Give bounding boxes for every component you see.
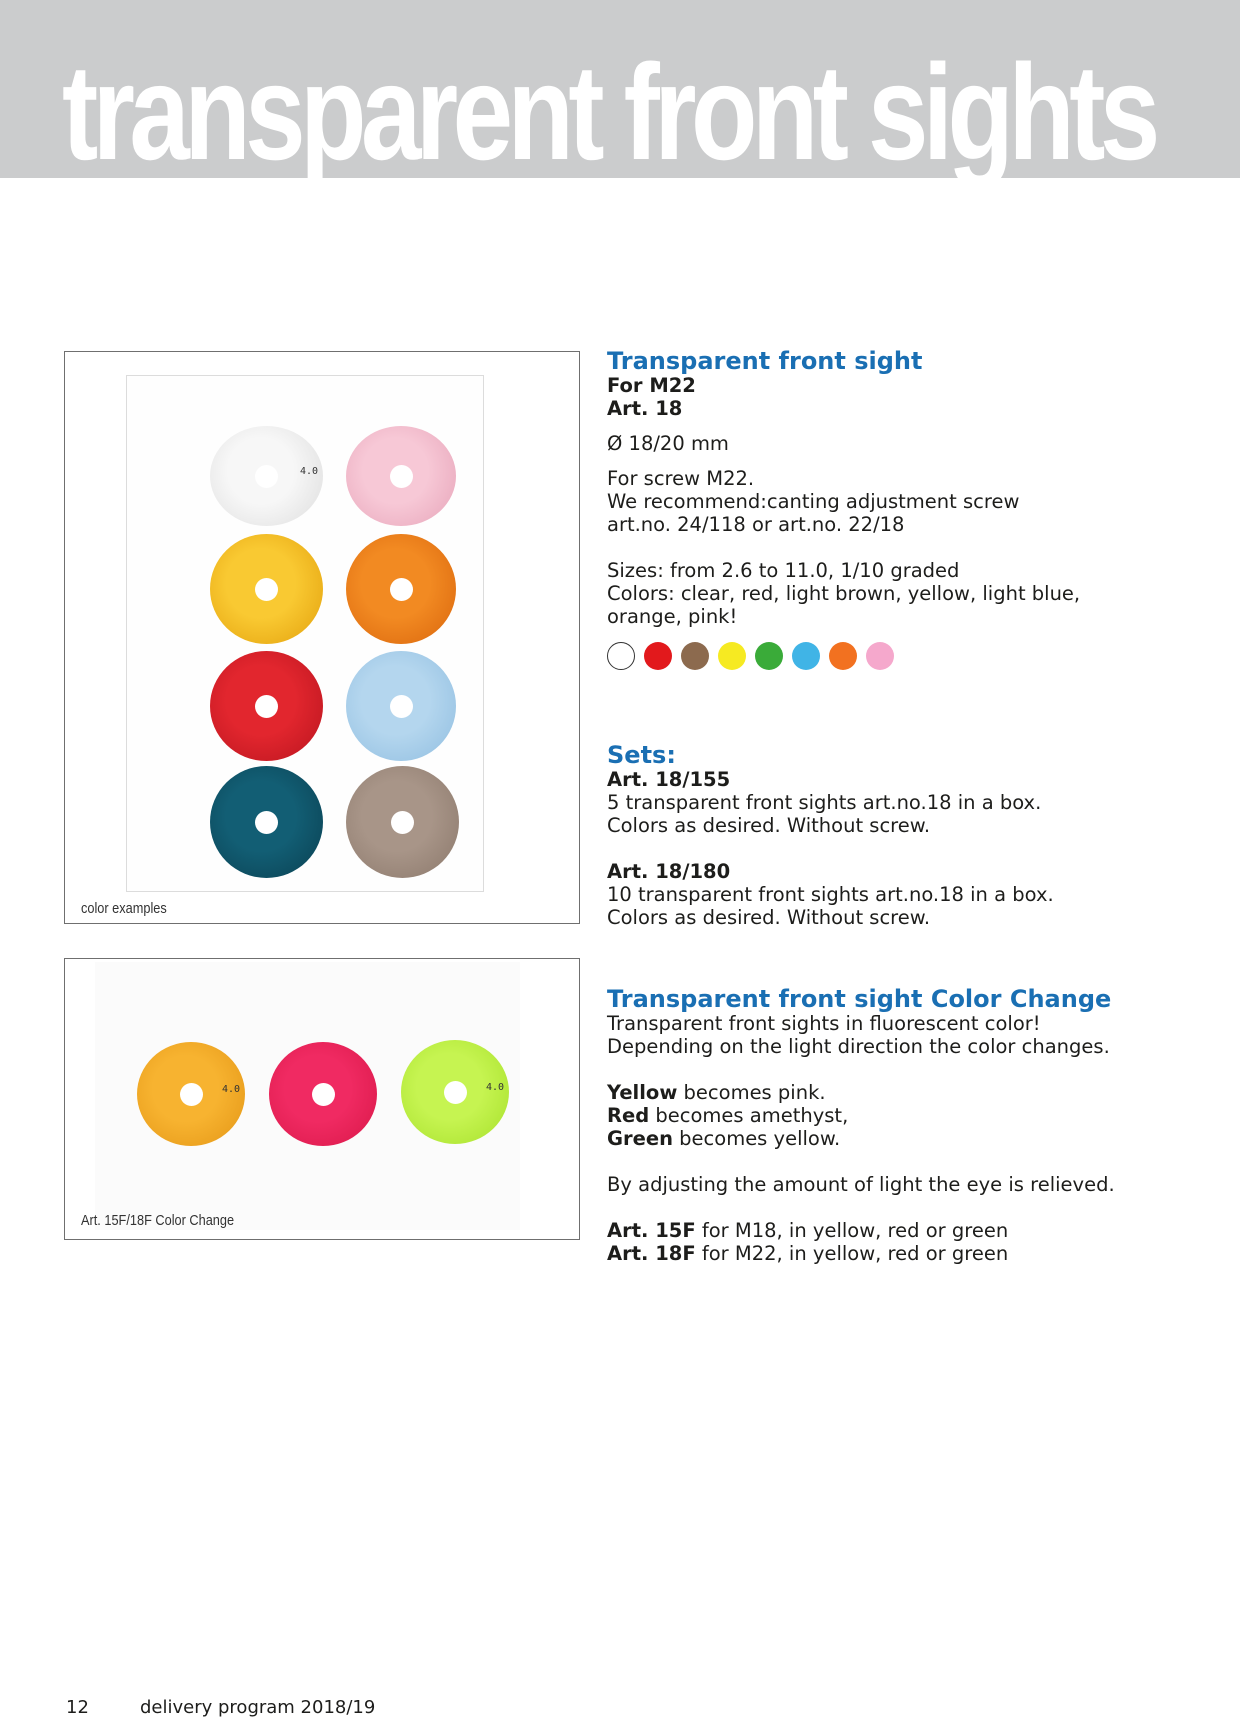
- disc-hole: [390, 465, 413, 488]
- fluorescent-green-disc: [401, 1040, 509, 1144]
- sets-section: [607, 742, 1217, 929]
- color-swatch-8: [866, 642, 894, 670]
- color-swatches: [607, 642, 1217, 670]
- product-diameter: Ø 18/20 mm: [607, 432, 729, 455]
- color-change-note: By adjusting the amount of light the eye is relieved.: [607, 1173, 1115, 1196]
- orange-sight-disc: [346, 534, 456, 644]
- teal-sight-disc: [210, 766, 323, 878]
- size-mark: 4.0: [299, 466, 318, 477]
- color-change-photo: [95, 962, 520, 1230]
- sets-title: Sets:: [607, 741, 676, 769]
- sizes-text: Sizes: from 2.6 to 11.0, 1/10 graded: [607, 559, 960, 582]
- disc-hole: [391, 811, 414, 834]
- disc-hole: [255, 695, 278, 718]
- product-section: [607, 348, 1217, 670]
- color-change-to: becomes yellow.: [672, 1127, 841, 1150]
- set-description-line-2: Colors as desired. Without screw.: [607, 814, 931, 837]
- disc-hole: [444, 1081, 467, 1104]
- colors-line-1: Colors: clear, red, light brown, yellow, light blue,: [607, 582, 1081, 605]
- color-swatch-6: [792, 642, 820, 670]
- color-swatch-4: [718, 642, 746, 670]
- variant-description: for M22, in yellow, red or green: [695, 1242, 1009, 1265]
- disc-hole: [255, 578, 278, 601]
- color-change-line-1: Transparent front sights in fluorescent color!: [607, 1012, 1041, 1035]
- page-footer: [66, 1697, 375, 1718]
- red-sight-disc: [210, 651, 323, 761]
- disc-hole: [312, 1083, 335, 1106]
- set-description-line-1: 5 transparent front sights art.no.18 in a box.: [607, 791, 1042, 814]
- variant-description: for M18, in yellow, red or green: [695, 1219, 1009, 1242]
- colors-line-2: orange, pink!: [607, 605, 738, 628]
- screw-line-3: art.no. 24/118 or art.no. 22/18: [607, 513, 905, 536]
- disc-hole: [180, 1083, 203, 1106]
- color-swatch-3: [681, 642, 709, 670]
- color-change-from: Green: [607, 1127, 673, 1150]
- color-swatch-2: [644, 642, 672, 670]
- product-subtitle: For M22: [607, 374, 696, 397]
- disc-hole: [255, 811, 278, 834]
- screw-line-1: For screw M22.: [607, 467, 755, 490]
- product-article: Art. 18: [607, 397, 683, 420]
- color-change-row: [607, 1104, 1217, 1127]
- color-change-figure: [64, 958, 580, 1240]
- disc-hole: [255, 465, 278, 488]
- screw-line-2: We recommend:canting adjustment screw: [607, 490, 1020, 513]
- color-change-to: becomes pink.: [677, 1081, 826, 1104]
- size-mark: 4.0: [485, 1081, 504, 1093]
- footer-label: delivery program 2018/19: [140, 1697, 376, 1718]
- variant-row: [607, 1219, 1217, 1242]
- disc-hole: [390, 578, 413, 601]
- brown-sight-disc: [346, 766, 459, 878]
- color-examples-photo: [126, 375, 484, 892]
- color-examples-figure: [64, 351, 580, 924]
- set-article: Art. 18/180: [607, 860, 731, 883]
- figure-caption: color examples: [81, 900, 167, 917]
- color-change-from: Red: [607, 1104, 650, 1127]
- color-change-title: Transparent front sight Color Change: [607, 985, 1112, 1013]
- color-change-section: [607, 986, 1217, 1265]
- clear-sight-disc: [210, 426, 323, 526]
- fluorescent-red-disc: [269, 1042, 377, 1146]
- color-swatch-5: [755, 642, 783, 670]
- variant-article: Art. 15F: [607, 1219, 696, 1242]
- disc-hole: [390, 695, 413, 718]
- set-description-line-2: Colors as desired. Without screw.: [607, 906, 931, 929]
- variant-article: Art. 18F: [607, 1242, 696, 1265]
- color-change-to: becomes amethyst,: [649, 1104, 849, 1127]
- color-swatch-1: [607, 642, 635, 670]
- color-swatch-7: [829, 642, 857, 670]
- fluorescent-yellow-disc: [137, 1042, 245, 1146]
- figure-caption: Art. 15F/18F Color Change: [81, 1212, 235, 1229]
- size-mark: 4.0: [221, 1083, 240, 1095]
- color-change-row: [607, 1127, 1217, 1150]
- pink-sight-disc: [346, 426, 456, 526]
- variant-row: [607, 1242, 1217, 1265]
- set-article: Art. 18/155: [607, 768, 731, 791]
- product-title: Transparent front sight: [607, 347, 923, 375]
- color-change-line-2: Depending on the light direction the color changes.: [607, 1035, 1110, 1058]
- yellow-sight-disc: [210, 534, 323, 644]
- page-title: transparent front sights: [62, 36, 1155, 188]
- page-number: 12: [66, 1697, 89, 1718]
- light-blue-sight-disc: [346, 651, 456, 761]
- color-change-from: Yellow: [607, 1081, 678, 1104]
- color-change-row: [607, 1081, 1217, 1104]
- set-description-line-1: 10 transparent front sights art.no.18 in a box.: [607, 883, 1054, 906]
